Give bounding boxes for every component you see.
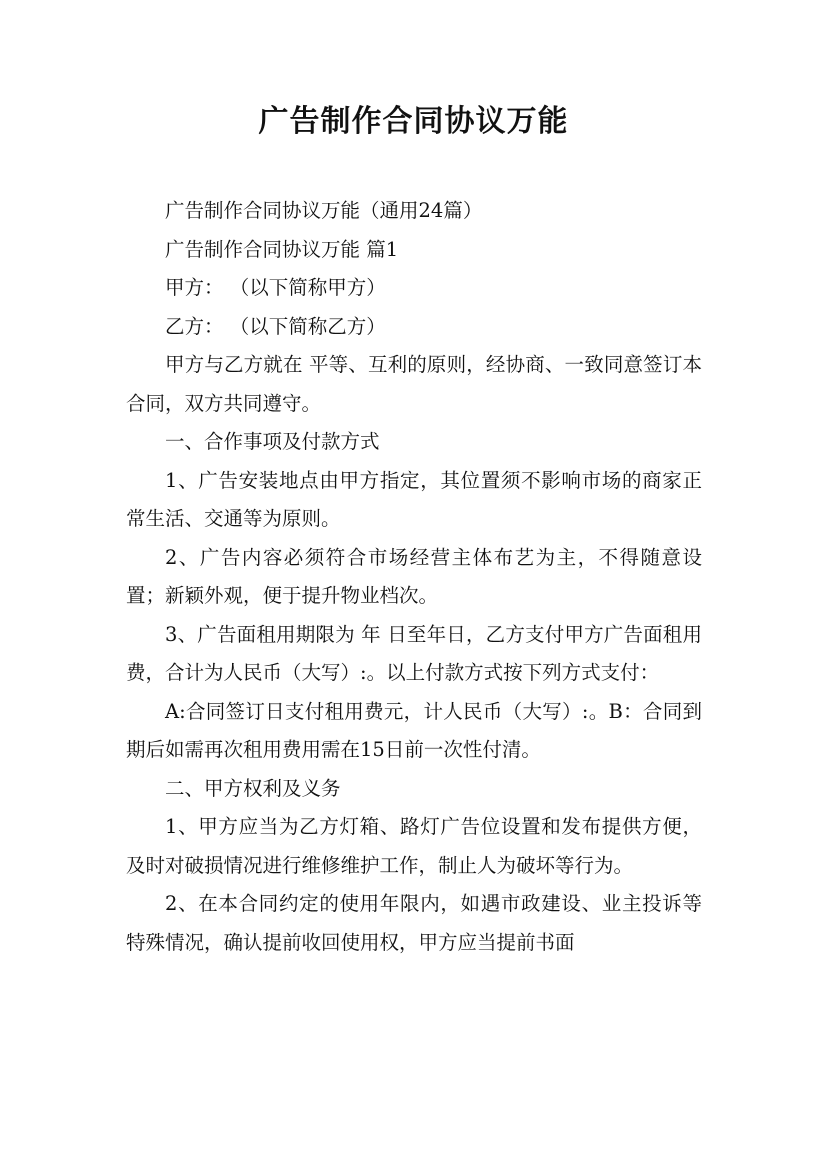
clause-payment-ab: A:合同签订日支付租用费元，计人民币（大写）:。B：合同到期后如需再次租用费用需在15日前一次性付清。 xyxy=(126,699,702,761)
paragraph-agreement-intro: 甲方与乙方就在 平等、互利的原则，经协商、一致同意签订本合同，双方共同遵守。 xyxy=(126,353,702,415)
document-body xyxy=(126,192,702,962)
section-heading-cooperation: 一、合作事项及付款方式 xyxy=(165,430,380,453)
clause-a1-convenience: 1、甲方应当为乙方灯箱、路灯广告位设置和发布提供方便，及时对破损情况进行维修维护工作，制止人为破坏等行为。 xyxy=(126,815,702,877)
clause-2-content: 2、广告内容必须符合市场经营主体布艺为主，不得随意设置；新颖外观，便于提升物业档次。 xyxy=(126,545,702,607)
paragraph-chapter-heading: 广告制作合同协议万能 篇1 xyxy=(165,237,399,261)
section-heading-party-a-rights: 二、甲方权利及义务 xyxy=(165,776,341,800)
clause-3-term-fee: 3、广告面租用期限为 年 日至年日，乙方支付甲方广告面租用费，合计为人民币（大写）:。以上付款方式按下列方式支付： xyxy=(126,622,702,684)
paragraph-party-a: 甲方： （以下简称甲方） xyxy=(165,276,386,299)
paragraph-party-b: 乙方： （以下简称乙方） xyxy=(165,314,386,338)
paragraph-subtitle: 广告制作合同协议万能（通用24篇） xyxy=(165,199,483,222)
document-title: 广告制作合同协议万能 xyxy=(258,104,569,139)
clause-a2-early-recall: 2、在本合同约定的使用年限内，如遇市政建设、业主投诉等特殊情况，确认提前收回使用权，甲方应当提前书面 xyxy=(126,892,702,954)
clause-1-location: 1、广告安装地点由甲方指定，其位置须不影响市场的商家正常生活、交通等为原则。 xyxy=(126,468,702,530)
